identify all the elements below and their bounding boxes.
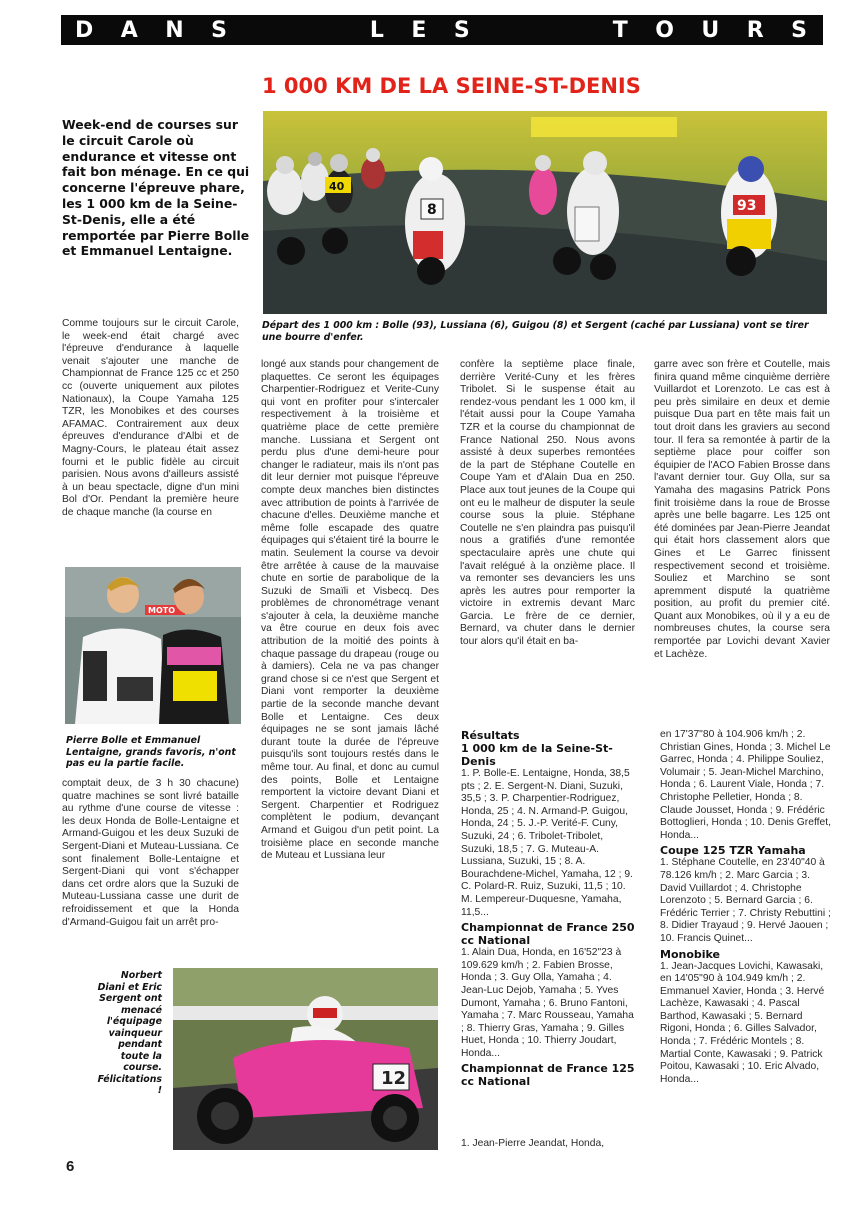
race-start-photo — [263, 111, 827, 314]
winners-photo — [65, 567, 241, 724]
sign-text: MOTO — [148, 606, 176, 615]
rider-caption: Norbert Diani et Eric Sergent ont menacé l'équipage vainqueur pendant toute la course. Félicitations ! — [97, 970, 162, 1096]
results-continuation-125 — [461, 1138, 637, 1151]
results-text: 1. Jean-Jacques Lovichi, Kawasaki, en 14'05"90 à 104.949 km/h ; 2. Emmanuel Xavier, Honda ; 3. Hervé Lachèze, Kawasaki ; 4. Pascal Barthod, Kawasaki ; 5. Bernard Rigoni, Honda ; 6. Gilles Salvador, Honda ; 7. Frédéric Montels ; 8. Martial Conte, Kawasaki ; 9. Patrick Poitou, Kawasaki ; 10. Eric Alvado, Honda... — [660, 960, 825, 1085]
article-paragraph: garre avec son frère et Coutelle, mais finira quand même cinquième derrière Vuillardot et Lorenzoto. Le cas est à peu près similaire en deux et demie puisque Dua part en tête mais fait un tout droit dans les graviers au second tour. Il fera sa remontée à partir de la septième place pour coiffer son équipier de l'ACO Fabien Brosse dans l'avant dernier tour. Guy Olla, sur sa Yamaha des magasins Patrick Pons finit troisième dans la roue de Brosse après une belle bagarre. Les 125 ont été dominées par Jean-Pierre Jeandat qui était hors classement alors que Gines et Le Garrec finissent respectivement second et troisième. Souliez et Marchino se sont apremment disputé la quatrième position, au profit du premier cité. Quant aux Monobikes, où il y a eu de nombreuses chutes, la course sera remportée par Lovichi devant Xavier et Lachèze. — [654, 359, 830, 660]
rider-photo — [173, 968, 438, 1150]
article-paragraph: comptait deux, de 3 h 30 chacune) quatre machines se sont livré bataille au rythme d'une course de vitesse : les deux Honda de Bolle-Lentaigne et Armand-Guigou et les deux Suzuki de Sergent-Diani et Muteau-Lussiana. Ce sont finalement Bolle-Lentaigne et Sergent-Diani qui vont s'échapper dans cet ordre alors que la Suzuki de Muteau-Lussiana casse une durit de refroidissement et que la Honda d'Armand-Guigou fait un arrêt pro- — [62, 778, 239, 928]
plate-number-93: 93 — [737, 198, 757, 214]
article-paragraph: longé aux stands pour changement de plaquettes. Ce seront les équipages Charpentier-Rodriguez et Verite-Cuny qui vont en profiter pour s'intercaler respectivement à la troisième et quatrième place de cette première manche. Lussiana et Sergent ont perdu plus d'une demi-heure pour changer le radiateur, mais ils n'ont pas dit leur dernier mot puisque l'épreuve compte deux manches bien distinctes avec attribution de points à l'arrivée de chacune d'elles. Deuxième manche et même folle escapade des quatre équipages qui s'étaient tiré la bourre le matin. Seulement la course va devoir être arrêtée à cause de la mauvaise chute en sortie de parabolique de la Suzuki de Smaïli et Visbecq. Des problèmes de chronométrage venant s'ajouter à cela, la deuxième manche va être courue en deux fois avec attribution de la moitié des points à chaque passage du drapeau (rouge ou à damiers). Cela ne va pas changer grand chose si ce n'est que Sergent et Diani vont remporter la deuxième partie de la seconde manche devant Bolle et Lentaigne. Ces deux équipages ne se sont jamais lâché durant toute la durée de l'épreuve puisqu'ils sont toujours restés dans le même tour. Au final, et donc au cumul des points, Bolle et Lentaigne remportent la victoire devant Diani et Sergent. Charpentier et Rodriguez complètent le podium, devançant Armand et Guigou d'un petit point. La troisième place en seconde manche de Muteau et Lussiana leur — [261, 359, 439, 862]
article-column-2 — [261, 359, 439, 863]
page-number: 6 — [66, 1158, 75, 1175]
winners-caption: Pierre Bolle et Emmanuel Lentaigne, grands favoris, n'ont pas eu la partie facile. — [66, 735, 236, 769]
article-column-3 — [460, 359, 635, 649]
results-text: en 17'37"80 à 104.906 km/h ; 2. Christian Gines, Honda ; 3. Michel Le Garrec, Honda ; 4. Philippe Souliez, Volumair ; 5. Jean-Michel Marchino, Honda ; 6. Laurent Viale, Honda ; 7. Christophe Pelletier, Honda ; 8. Claude Jousset, Honda ; 9. Frédéric Bottoglieri, Honda ; 10. Denis Greffet, Honda... — [660, 729, 831, 841]
race-start-illustration — [263, 111, 827, 314]
article-paragraph: confère la septième place finale, derrière Verité-Cuny et les frères Tribolet. Si le suspense était au rendez-vous pendant les 1 000 km, il l'était aussi pour la Coupe Yamaha TZR et la course du championnat de France National 250. Nous avons assisté à deux superbes remontées de la part de Stéphane Coutelle en Coupe Yam et d'Alain Dua en 250. Place aux tout jeunes de la Coupe qui ont eu le malheur de disputer la seule course sous la pluie. Stéphane Coutelle ne s'en plaindra pas puisqu'il nous a gratifiés d'une remontée spectaculaire après une chute qui l'avait relégué à la onzième place. Il va remonter ses devanciers les uns après les autres pour remporter la victoire in extremis devant Marc Garcia. Le frère de ce dernier, Bernard, va chuter dans le dernier tour alors qu'il était en ba- — [460, 359, 635, 648]
banner-letter: S — [211, 17, 229, 43]
plate-number-8: 8 — [427, 202, 437, 218]
banner-letter: T — [612, 17, 630, 43]
banner-letter: A — [120, 17, 140, 43]
banner-letter: O — [655, 17, 676, 43]
results-heading: Championnat de France 250 cc National — [461, 921, 635, 948]
section-banner — [61, 15, 823, 45]
plate-number-40: 40 — [329, 180, 345, 193]
banner-letter: R — [746, 17, 766, 43]
article-column-1-top — [62, 318, 239, 520]
results-text: 1. Stéphane Coutelle, en 23'40"40 à 78.126 km/h ; 2. Marc Garcia ; 3. David Vuillardot ; 4. Christophe Lorenzoto ; 5. Bernard Garcia ; 6. Frédéric Terrier ; 7. Christy Rebuttini ; 8. Didier Trayaud ; 9. Hervé Jaouen ; 10. Francis Quinet... — [660, 857, 831, 944]
results-text: 1. P. Bolle-E. Lentaigne, Honda, 38,5 pts ; 2. E. Sergent-N. Diani, Suzuki, 35,5 ; 3. P. Charpentier-Rodriguez, Honda, 25 ; 4. N. Armand-P. Guigou, Honda, 24 ; 5. J.-P. Verité-F. Cuny, Suzuki, 24 ; 6. Tribolet-Tribolet, Suzuki, 18,5 ; 7. G. Muteau-A. Lussiana, Suzuki, 15 ; 8. A. Bourachdene-Michel, Yamaha, 12 ; 9. C. Polard-R. Ruiz, Suzuki, 11,5 ; 10. M. Lempereur-Duquesne, Yamaha, 11,5... — [461, 768, 633, 918]
banner-letter: S — [791, 17, 809, 43]
results-text: 1. Alain Dua, Honda, en 16'52"23 à 109.629 km/h ; 2. Fabien Brosse, Honda ; 3. Guy Olla, Yamaha ; 4. Jean-Luc Dejob, Yamaha ; 5. Yves Dumont, Yamaha ; 6. Bruno Fantoni, Yamaha ; 7. Marc Rousseau, Yamaha ; 8. Thierry Gras, Yamaha ; 9. Gilles Huet, Honda ; 10. Thierry Joudart, Honda... — [461, 947, 634, 1059]
results-title: Résultats — [461, 729, 520, 742]
results-column-left — [461, 729, 637, 1088]
article-column-4 — [654, 359, 830, 661]
race-start-caption: Départ des 1 000 km : Bolle (93), Lussiana (6), Guigou (8) et Sergent (caché par Lussiana) vont se tirer une bourre d'enfer. — [262, 320, 809, 343]
lead-paragraph: Week-end de courses sur le circuit Carole où endurance et vitesse ont fait bon ménage. En ce qui concerne l'épreuve phare, les 1 000 km de la Seine-St-Denis, elle a été remportée par Pierre Bolle et Emmanuel Lentaigne. — [62, 117, 250, 259]
results-heading: 1 000 km de la Seine-St-Denis — [461, 742, 613, 768]
banner-letter: S — [453, 17, 472, 43]
results-text-start: 1. Jean-Pierre Jeandat, Honda, — [461, 1138, 605, 1149]
article-column-1-bottom — [62, 778, 239, 929]
article-headline: 1 000 KM DE LA SEINE-ST-DENIS — [262, 74, 641, 98]
banner-letter: N — [165, 17, 186, 43]
banner-letter: E — [411, 17, 429, 43]
banner-letter: D — [75, 17, 96, 43]
results-heading: Coupe 125 TZR Yamaha — [660, 844, 806, 858]
results-heading: Monobike — [660, 947, 721, 961]
banner-letter: L — [369, 17, 386, 43]
results-heading: Championnat de France 125 cc National — [461, 1062, 635, 1089]
rider-illustration — [173, 968, 438, 1150]
banner-letter: U — [701, 17, 722, 43]
plate-number-12: 12 — [381, 1068, 407, 1089]
results-column-right — [660, 729, 832, 1086]
winners-illustration — [65, 567, 241, 724]
article-paragraph: Comme toujours sur le circuit Carole, le week-end était chargé avec l'épreuve d'endurance à laquelle venait s'ajouter une manche de Championnat de France 125 cc et 250 cc (ouverte uniquement aux pilotes Nationaux), la Coupe Yamaha 125 TZR, les Monobikes et des courses AFAMAC. Contrairement aux deux épreuves d'endurance d'Albi et de Magny-Cours, le plateau était assez fourni et le public fidèle au circuit parisien. Nous avons d'ailleurs assisté à un beau spectacle, digne d'un mini Bol d'Or. Pendant la première heure de chaque manche (la course en — [62, 318, 239, 518]
